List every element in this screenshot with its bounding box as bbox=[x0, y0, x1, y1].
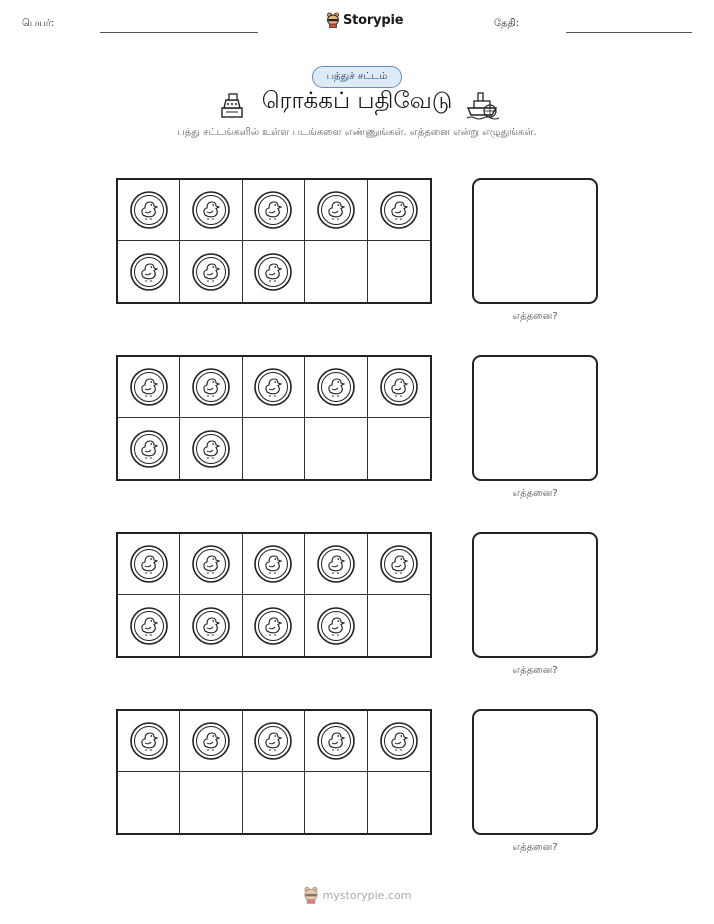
frame-cell bbox=[305, 357, 367, 418]
duck-coin-icon bbox=[253, 606, 293, 646]
frame-cell bbox=[305, 180, 367, 241]
frame-cell bbox=[243, 595, 305, 656]
frame-cell bbox=[118, 534, 180, 595]
answer-box-1[interactable] bbox=[472, 178, 598, 304]
frame-cell bbox=[118, 357, 180, 418]
frame-cell bbox=[118, 772, 180, 833]
frame-cell bbox=[243, 711, 305, 772]
answer-box-3[interactable] bbox=[472, 532, 598, 658]
ten-frame-4 bbox=[116, 709, 432, 835]
name-label: பெயர்: bbox=[22, 18, 55, 29]
duck-coin-icon bbox=[316, 544, 356, 584]
frame-cell bbox=[243, 418, 305, 479]
duck-coin-icon bbox=[191, 606, 231, 646]
duck-coin-icon bbox=[129, 367, 169, 407]
duck-coin-icon bbox=[191, 429, 231, 469]
answer-prompt-3: எத்தனை? bbox=[512, 665, 558, 676]
answer-box-4[interactable] bbox=[472, 709, 598, 835]
duck-coin-icon bbox=[379, 544, 419, 584]
name-line[interactable] bbox=[100, 32, 258, 33]
frame-cell bbox=[368, 711, 430, 772]
frame-cell bbox=[180, 711, 242, 772]
duck-coin-icon bbox=[316, 190, 356, 230]
frame-cell bbox=[305, 595, 367, 656]
brand bbox=[326, 12, 403, 28]
duck-coin-icon bbox=[129, 252, 169, 292]
duck-coin-icon bbox=[129, 606, 169, 646]
duck-coin-icon bbox=[253, 252, 293, 292]
ten-frame-2 bbox=[116, 355, 432, 481]
frame-cell bbox=[118, 711, 180, 772]
frame-cell bbox=[243, 534, 305, 595]
frame-cell bbox=[180, 241, 242, 302]
frame-cell bbox=[118, 180, 180, 241]
answer-prompt-2: எத்தனை? bbox=[512, 488, 558, 499]
duck-coin-icon bbox=[253, 544, 293, 584]
duck-coin-icon bbox=[253, 721, 293, 761]
duck-coin-icon bbox=[253, 190, 293, 230]
cash-register-icon bbox=[218, 91, 246, 119]
ten-frame-3 bbox=[116, 532, 432, 658]
frame-cell bbox=[180, 357, 242, 418]
duck-coin-icon bbox=[129, 429, 169, 469]
frame-cell bbox=[180, 595, 242, 656]
topic-badge: பத்துச் சட்டம் bbox=[312, 66, 402, 88]
brand-name: Storypie bbox=[343, 12, 404, 28]
frame-cell bbox=[368, 418, 430, 479]
duck-coin-icon bbox=[191, 252, 231, 292]
frame-cell bbox=[180, 418, 242, 479]
footer-url: mystorypie.com bbox=[322, 888, 412, 902]
frame-cell bbox=[118, 241, 180, 302]
frame-cell bbox=[305, 534, 367, 595]
duck-coin-icon bbox=[191, 544, 231, 584]
date-label: தேதி: bbox=[494, 18, 520, 29]
duck-coin-icon bbox=[379, 190, 419, 230]
duck-coin-icon bbox=[316, 721, 356, 761]
duck-coin-icon bbox=[379, 721, 419, 761]
frame-cell bbox=[368, 357, 430, 418]
duck-coin-icon bbox=[253, 367, 293, 407]
frame-cell bbox=[305, 772, 367, 833]
instructions: பத்து சட்டங்களில் உள்ள படங்களை எண்ணுங்கள். எத்தனை என்று எழுதுங்கள். bbox=[177, 127, 537, 138]
duck-coin-icon bbox=[191, 367, 231, 407]
duck-coin-icon bbox=[191, 190, 231, 230]
duck-coin-icon bbox=[129, 721, 169, 761]
frame-cell bbox=[368, 241, 430, 302]
frame-cell bbox=[243, 241, 305, 302]
frame-cell bbox=[368, 595, 430, 656]
frame-cell bbox=[243, 180, 305, 241]
ten-frame-1 bbox=[116, 178, 432, 304]
frame-cell bbox=[305, 711, 367, 772]
storypie-mascot-icon bbox=[303, 886, 319, 904]
frame-cell bbox=[118, 418, 180, 479]
duck-coin-icon bbox=[316, 367, 356, 407]
frame-cell bbox=[180, 534, 242, 595]
duck-coin-icon bbox=[191, 721, 231, 761]
page-title: ரொக்கப் பதிவேடு bbox=[261, 88, 453, 114]
steamboat-icon bbox=[466, 91, 500, 121]
frame-cell bbox=[180, 772, 242, 833]
duck-coin-icon bbox=[316, 606, 356, 646]
duck-coin-icon bbox=[129, 544, 169, 584]
footer bbox=[0, 886, 714, 904]
duck-coin-icon bbox=[379, 367, 419, 407]
frame-cell bbox=[368, 534, 430, 595]
date-line[interactable] bbox=[566, 32, 692, 33]
frame-cell bbox=[305, 241, 367, 302]
frame-cell bbox=[368, 772, 430, 833]
frame-cell bbox=[243, 772, 305, 833]
frame-cell bbox=[305, 418, 367, 479]
answer-box-2[interactable] bbox=[472, 355, 598, 481]
frame-cell bbox=[118, 595, 180, 656]
duck-coin-icon bbox=[129, 190, 169, 230]
frame-cell bbox=[243, 357, 305, 418]
frame-cell bbox=[180, 180, 242, 241]
frame-cell bbox=[368, 180, 430, 241]
answer-prompt-4: எத்தனை? bbox=[512, 842, 558, 853]
storypie-mascot-icon bbox=[326, 12, 340, 28]
answer-prompt-1: எத்தனை? bbox=[512, 311, 558, 322]
